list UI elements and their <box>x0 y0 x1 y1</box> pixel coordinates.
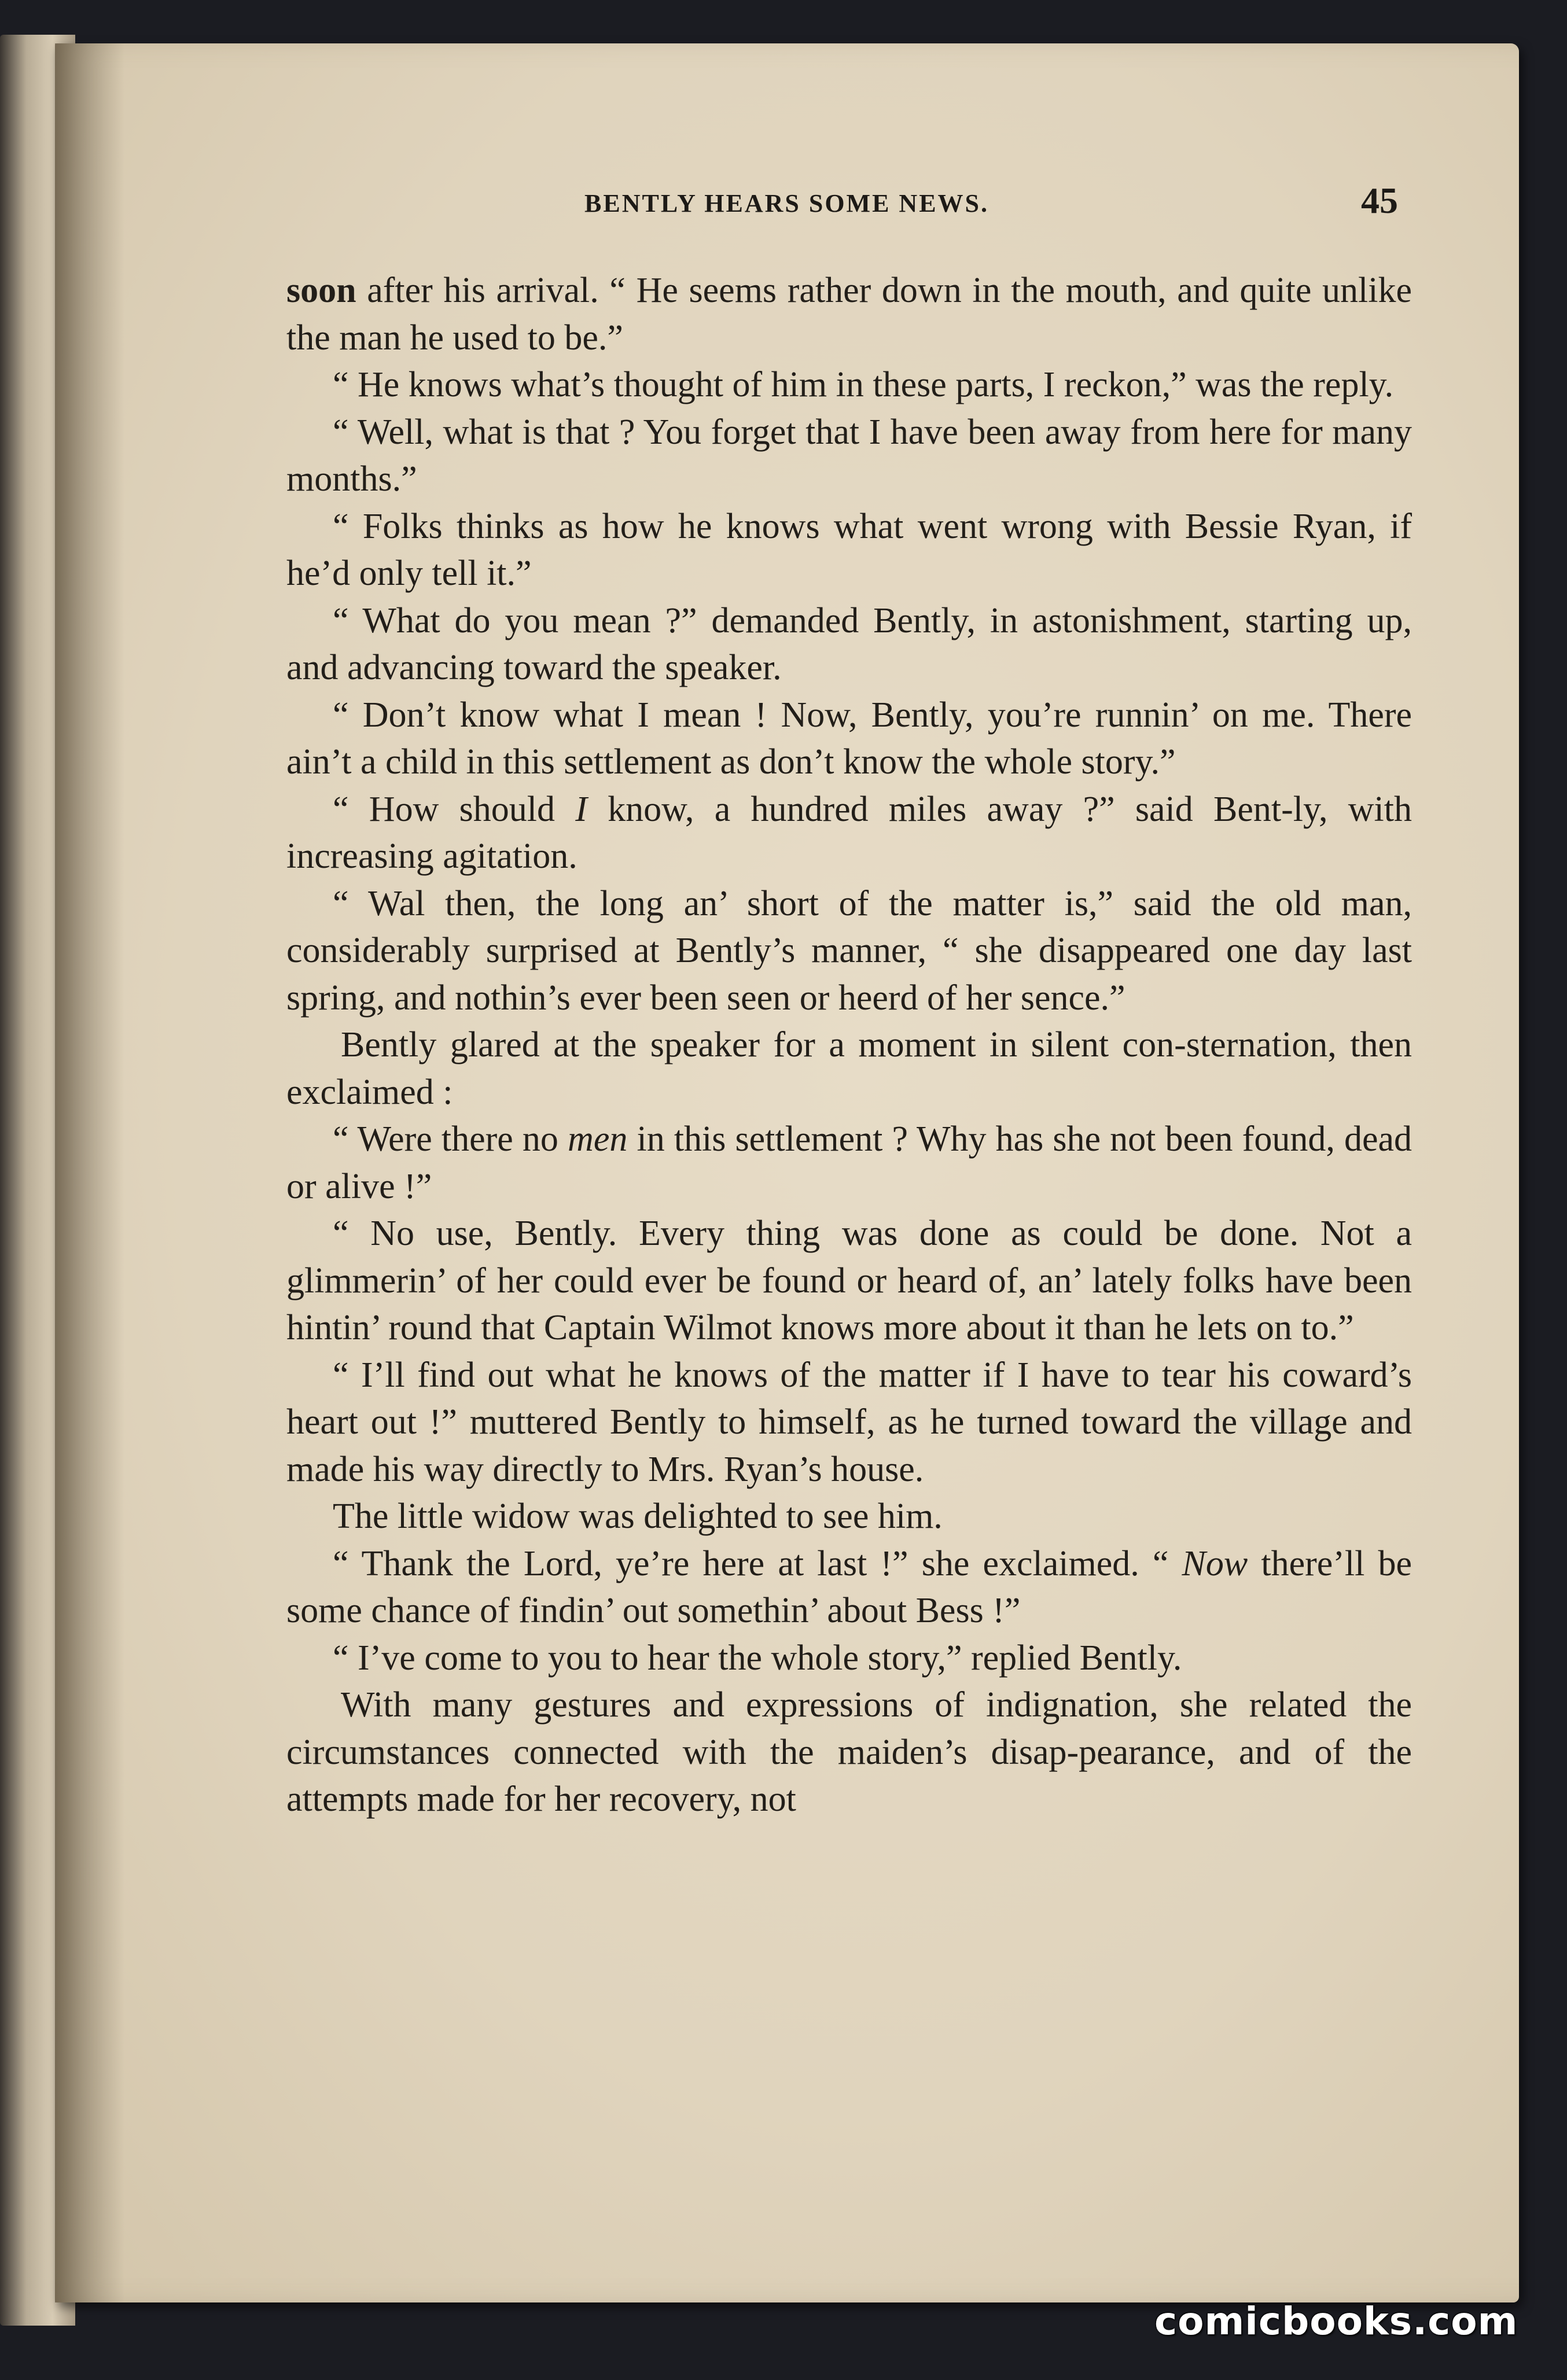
paragraph-11: “ No use, Bently. Every thing was done as could be done. Not a glimmerin’ of her could ever be found or heard of, an’ lately folks have been hintin’ round that Captain Wilmot knows more about it than he lets on to.” <box>286 1214 1412 1347</box>
paragraph-10: “ Were there no men in this settlement ? Why has she not been found, dead or alive !” <box>286 1119 1412 1206</box>
paragraph-15: “ I’ve come to you to hear the whole story,” replied Bently. <box>333 1638 1182 1678</box>
gutter-shadow <box>55 43 124 2302</box>
paragraph-6: “ Don’t know what I mean ! Now, Bently, you’re runnin’ on me. There ain’t a child in this settlement as don’t know the whole story.” <box>286 695 1412 782</box>
paragraph-9: Bently glared at the speaker for a moment in silent con-sternation, then exclaimed : <box>286 1025 1412 1112</box>
paragraph-13: The little widow was delighted to see him. <box>333 1497 943 1536</box>
page-header <box>0 180 1567 230</box>
body-text <box>286 267 1412 1823</box>
paragraph-7: “ How should I know, a hundred miles away ?” said Bent-ly, with increasing agitation. <box>286 789 1412 876</box>
running-head: BENTLY HEARS SOME NEWS. <box>584 189 990 218</box>
paragraph-5: “ What do you mean ?” demanded Bently, in astonishment, starting up, and advancing toward the speaker. <box>286 600 1412 687</box>
paragraph-2: “ He knows what’s thought of him in these parts, I reckon,” was the reply. <box>333 365 1394 404</box>
watermark: comicbooks.com <box>1154 2299 1518 2344</box>
paragraph-8: “ Wal then, the long an’ short of the matter is,” said the old man, considerably surprised at Bently’s manner, “ she disappeared one day last spring, and nothin’s ever been seen or heerd of her sence.” <box>286 883 1412 1018</box>
paragraph-3: “ Well, what is that ? You forget that I have been away from here for many months.” <box>286 412 1412 499</box>
paragraph-12: “ I’ll find out what he knows of the matter if I have to tear his coward’s heart out !” muttered Bently to himself, as he turned toward the village and made his way directly to Mrs. Ryan’s house. <box>286 1355 1412 1489</box>
paragraph-1: soon after his arrival. “ He seems rather down in the mouth, and quite unlike the man he used to be.” <box>286 271 1412 358</box>
paragraph-14: “ Thank the Lord, ye’re here at last !” she exclaimed. “ Now there’ll be some chance of findin’ out somethin’ about Bess !” <box>286 1543 1412 1630</box>
paragraph-16: With many gestures and expressions of indignation, she related the circumstances connected with the maiden’s disap-pearance, and of the attempts made for her recovery, not <box>286 1685 1412 1819</box>
paragraph-4: “ Folks thinks as how he knows what went wrong with Bessie Ryan, if he’d only tell it.” <box>286 506 1412 593</box>
page-number: 45 <box>1361 180 1398 221</box>
